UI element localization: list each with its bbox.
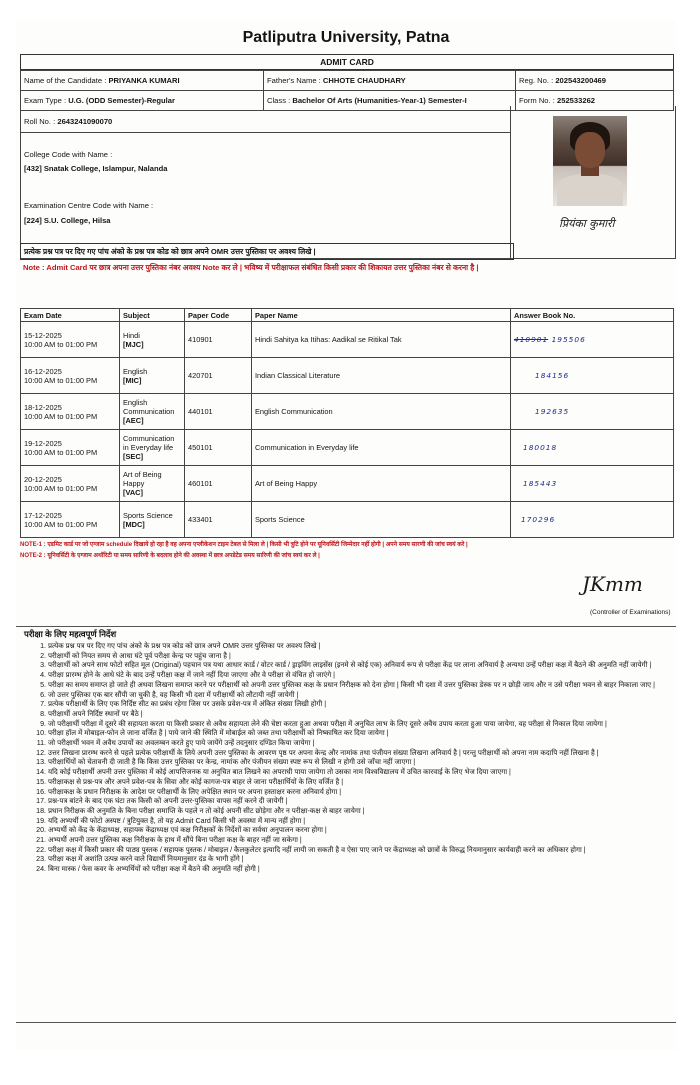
paper-code-cell: 420701 [185, 358, 252, 394]
subject-cell: Communication in Everyday life [SEC] [120, 430, 185, 466]
subject-cell: Art of Being Happy [VAC] [120, 466, 185, 502]
header-paper-name: Paper Name [252, 309, 511, 322]
exam-schedule-table [20, 308, 674, 538]
roll-no-row [24, 117, 112, 126]
reg-no-cell [516, 71, 674, 91]
list-item: 24. बिना मास्क / फेस कवर के अभ्यर्थियों को परीक्षा कक्ष में बैठने की अनुमति नहीं होगी | [48, 865, 688, 875]
class-value: Bachelor Of Arts (Humanities-Year-1) Semester-I [292, 96, 467, 105]
table-row [21, 322, 674, 358]
header-subject: Subject [120, 309, 185, 322]
list-item: 7. प्रत्येक परीक्षार्थी के लिए एक निर्दिष्ट सीट का प्रबंध रहेगा जिस पर उसके प्रवेश-पत्र में अंकित संख्या लिखी होगी | [48, 700, 688, 710]
note-2: NOTE-2 : यूनिवर्सिटी के एग्जाम अथॉरिटी या समय सारिणी के बदलाव होने की अवस्था में छात्र अपडेटेड समय सारिणी की जांच स्वयं कर ले | [20, 553, 320, 559]
answer-book-cell: 185443 [511, 466, 674, 502]
instructions-title: परीक्षा के लिए महत्वपूर्ण निर्देश [24, 629, 117, 639]
answer-book-cell: 192635 [511, 394, 674, 430]
father-name-cell [264, 71, 516, 91]
table-row [21, 430, 674, 466]
list-item: 22. परीक्षा कक्ष में किसी प्रकार की पाठ्य पुस्तक / सहायक पुस्तक / मोबाइल / कैलकुलेटर इत्यादि नहीं लायी जा सकती है व ऐसा पाए जाने पर केंद्राध्यक्ष को छात्रों के विरुद्ध नियमानुसार कार्यवाही करने का अधिकार होगा | [48, 846, 688, 856]
list-item: 10. परीक्षा हॉल में मोबाइल-फोन ले जाना वर्जित है | पाये जाने की स्थिति में मोबाईल को जब्त तथा परीक्षार्थी को निष्काषित कर दिया जायेगा | [48, 729, 688, 739]
answer-book-cell [511, 322, 674, 358]
table-row [21, 502, 674, 538]
answer-book-cell: 170296 [511, 502, 674, 538]
list-item: 17. प्रश्न-पत्र बांटने के बाद एक घंटा तक किसी को अपनी उत्तर-पुस्तिका वापस नहीं करने दी जायेगी | [48, 797, 688, 807]
form-no: 252533262 [557, 96, 596, 105]
form-no-label: Form No. : [519, 96, 555, 105]
candidate-name: PRIYANKA KUMARI [108, 76, 180, 85]
photo-signature-box [510, 106, 676, 259]
struck-answer-number: 410901 [514, 335, 549, 344]
exam-date-cell: 15-12-2025 10:00 AM to 01:00 PM [21, 322, 120, 358]
paper-name-cell: Indian Classical Literature [252, 358, 511, 394]
omr-instruction: प्रत्येक प्रश्न पत्र पर दिए गए पांच अंको के प्रश्न पत्र कोड को छात्र अपने OMR उत्तर पुस्तिका पर अवश्य लिखे | [20, 243, 514, 260]
list-item: 18. प्रधान निरीक्षक की अनुमति के बिना परीक्षा समाप्ति के पहले न तो कोई अपनी सीट छोड़ेगा और न परीक्षा-कक्ष से बाहर जायेगा | [48, 807, 688, 817]
subject-cell: English [MIC] [120, 358, 185, 394]
subject-cell: Sports Science [MDC] [120, 502, 185, 538]
list-item: 13. परीक्षार्थियों को चेतावनी दी जाती है कि किस उत्तर पुस्तिका पर केन्द्र, नामांक और पंजीयन संख्या स्पष्ट रूप से लिखी न होगी उसे जाँचा नहीं जाएगा | [48, 758, 688, 768]
candidate-signature: प्रियंका कुमारी [559, 217, 615, 230]
instructions-list [30, 642, 688, 875]
class-label: Class : [267, 96, 291, 105]
note-1: NOTE-1 : एडमिट कार्ड पर जो एग्जाम schedule दिखाये हो रहा है वह अपना एप्लीकेशन टाइम टेबल से मिला ले | किसी भी त्रुटि होने पर यूनिवर्सिटी जिम्मेदार नहीं होगी | अपने समय सारणी की जांच स्वयं करे | [20, 542, 468, 548]
table-row [21, 358, 674, 394]
paper-name-cell: Sports Science [252, 502, 511, 538]
exam-date-cell: 16-12-2025 10:00 AM to 01:00 PM [21, 358, 120, 394]
candidate-name-label: Name of the Candidate : [24, 76, 107, 85]
list-item: 12. उत्तर लिखना प्रारम्भ करने से पहले प्रत्येक परीक्षार्थी के लिये अपनी उत्तर पुस्तिका के आवरण पृष्ठ पर अपना केन्द्र और नामांक तथा पंजीयन संख्या लिखना अनिवार्य है | परन्तु परीक्षार्थी को अपना नाम कदापि नहीं लिखना है | [48, 749, 688, 759]
section-divider [16, 626, 676, 627]
paper-code-cell: 410901 [185, 322, 252, 358]
list-item: 5. परीक्षा का समय समाप्त हो जाते ही अथवा लिखना समाप्त करने पर परीक्षार्थी को अपनी उत्तर पुस्तिका कक्ष के प्रधान निरीक्षक को देना होगा | किसी भी दशा में उत्तर पुस्तिका डेस्क पर न छोड़ी जाय और न उसे परीक्षा भवन से बाहर निकाला जाए | [48, 681, 688, 691]
exam-date-cell: 19-12-2025 10:00 AM to 01:00 PM [21, 430, 120, 466]
subject-cell: English Communication [AEC] [120, 394, 185, 430]
answer-book-cell: 184156 [511, 358, 674, 394]
paper-code-cell: 450101 [185, 430, 252, 466]
header-paper-code: Paper Code [185, 309, 252, 322]
exam-date-cell: 18-12-2025 10:00 AM to 01:00 PM [21, 394, 120, 430]
paper-code-cell: 460101 [185, 466, 252, 502]
list-item: 4. परीक्षा प्रारम्भ होने के आधे घंटे के बाद उन्हें परीक्षा कक्ष में जाने नहीं दिया जाएगा और वे परीक्षा से वंचित हो जाएंगे | [48, 671, 688, 681]
exam-date-cell: 20-12-2025 10:00 AM to 01:00 PM [21, 466, 120, 502]
roll-no-label: Roll No. : [24, 117, 56, 126]
paper-code-cell: 433401 [185, 502, 252, 538]
list-item: 21. अभ्यर्थी अपनी उत्तर पुस्तिका कक्ष निरीक्षक के हाथ में सौंपे बिना परीक्षा कक्ष के बाहर नहीं जा सकेगा | [48, 836, 688, 846]
candidate-info-table [20, 70, 674, 111]
exam-type-label: Exam Type : [24, 96, 67, 105]
controller-signature: JKmm [582, 572, 643, 596]
university-title: Patliputra University, Patna [242, 29, 450, 46]
list-item: 20. अभ्यर्थी को केंद्र के केंद्राध्यक्ष, सहायक केंद्राध्यक्ष एवं कक्ष निरीक्षकों के निर्देशों का सर्वथा अनुपालन करना होगा | [48, 826, 688, 836]
header-answer-book: Answer Book No. [511, 309, 674, 322]
admit-card-page [16, 20, 676, 1050]
list-item: 2. परीक्षार्थी को नियत समय से आधा घंटे पूर्व परीक्षा केन्द्र पर पहुंच जाना है | [48, 652, 688, 662]
roll-no: 2643241090070 [57, 117, 113, 126]
list-item: 9. जो परीक्षार्थी परीक्षा में दूसरे की सहायता करता या किसी प्रकार से अवैध सहायता लेने की चेष्टा करता हुआ अथवा परीक्षा में अनुचित लाभ के लिए दूसरे अवैध उपाय करता हुआ पाया जायेगा, वह परीक्षा से निकाल दिया जायेगा | [48, 720, 688, 730]
college-name: [432] Snatak College, Islampur, Nalanda [24, 164, 168, 173]
list-item: 6. जो उत्तर पुस्तिका एक बार सौंपी जा चुकी है, वह किसी भी दशा में परीक्षार्थी को लौटायी नहीं जायेगी | [48, 691, 688, 701]
header-exam-date: Exam Date [21, 309, 120, 322]
subject-cell: Hindi [MJC] [120, 322, 185, 358]
reg-no: 202543200469 [555, 76, 606, 85]
list-item: 3. परीक्षार्थी को अपने साथ फोटो सहित मूल (Original) पहचान पत्र यथा आधार कार्ड / वोटर कार्ड / ड्राइविंग लाइसेंस (इनमे से कोई एक) अनिवार्य रूप से परीक्षा केंद्र पर लाना अनिवार्य है अन्यथा उन्हें परीक्षा कक्ष में बैठने की अनुमति नहीं जायेगी | [48, 661, 688, 671]
paper-code-cell: 440101 [185, 394, 252, 430]
exam-date-cell: 17-12-2025 10:00 AM to 01:00 PM [21, 502, 120, 538]
father-name: CHHOTE CHAUDHARY [322, 76, 406, 85]
centre-name: [224] S.U. College, Hilsa [24, 216, 111, 225]
exam-table-header [21, 309, 674, 322]
candidate-name-cell [21, 71, 264, 91]
answer-book-cell: 180018 [511, 430, 674, 466]
list-item: 23. परीक्षा कक्ष में अशांति उत्पन्न करने वाले विद्यार्थी नियमानुसार दंड के भागी होंगे | [48, 855, 688, 865]
roll-divider [21, 132, 510, 133]
controller-label: (Controller of Examinations) [590, 609, 671, 616]
table-row [21, 466, 674, 502]
admit-card-heading: ADMIT CARD [20, 54, 674, 70]
list-item: 19. यदि अभ्यर्थी की फोटो अस्पष्ट / त्रुटियुक्त है, तो यह Admit Card किसी भी अवस्था में मान्य नहीं होगा | [48, 817, 688, 827]
list-item: 11. जो परीक्षार्थी भवन में अवैध उपायों का अवलम्बन करते हुए पाये जायेंगे उन्हें तदनुसार दण्डित किया जायेगा | [48, 739, 688, 749]
list-item: 1. प्रत्येक प्रश्न पत्र पर दिए गए पांच अंको के प्रश्न पत्र कोड को छात्र अपने OMR उत्तर पुस्तिका पर अवश्य लिखे | [48, 642, 688, 652]
paper-name-cell: Art of Being Happy [252, 466, 511, 502]
candidate-details-block [20, 106, 511, 259]
reg-no-label: Reg. No. : [519, 76, 554, 85]
paper-name-cell: English Communication [252, 394, 511, 430]
paper-name-cell: Hindi Sahitya ka Itihas: Aadikal se Ritikal Tak [252, 322, 511, 358]
answer-book-note: Note : Admit Card पर छात्र अपना उत्तर पुस्तिका नंबर अवश्य Note कर ले | भविष्य में परीक्षाफल संबंधित किसी प्रकार की शिकायत उत्तर पुस्तिका नंबर से करना है | [23, 263, 479, 272]
answer-book-number: 195506 [551, 335, 586, 344]
list-item: 8. परीक्षार्थी अपने निर्दिष्ट स्थानों पर बैठे | [48, 710, 688, 720]
paper-name-cell: Communication in Everyday life [252, 430, 511, 466]
list-item: 16. परीक्षाकक्ष के प्रधान निरीक्षक के आदेश पर परीक्षार्थी के लिए अपेक्षित स्थान पर अपना हस्ताक्षर करना अनिवार्य होगा | [48, 788, 688, 798]
list-item: 15. परीक्षाकक्ष से प्रश्न-पत्र और अपने प्रवेश-पत्र के सिवा और कोई कागज-पत्र बाहर ले जाना परीक्षार्थियों के लिए वर्जित है | [48, 778, 688, 788]
college-label: College Code with Name : [24, 150, 113, 159]
centre-label: Examination Centre Code with Name : [24, 201, 154, 210]
candidate-photo [553, 116, 627, 206]
exam-type: U.G. (ODD Semester)-Regular [68, 96, 175, 105]
father-name-label: Father's Name : [267, 76, 321, 85]
bottom-divider [16, 1022, 676, 1023]
list-item: 14. यदि कोई परीक्षार्थी अपनी उत्तर पुस्तिका में कोई आपत्तिजनक या अनुचित बात लिखने का अपराधी पाया जायेगा तो उसका नाम विश्वविद्यालय में उचित कारवाई के लिए भेज दिया जाएगा | [48, 768, 688, 778]
table-row [21, 394, 674, 430]
